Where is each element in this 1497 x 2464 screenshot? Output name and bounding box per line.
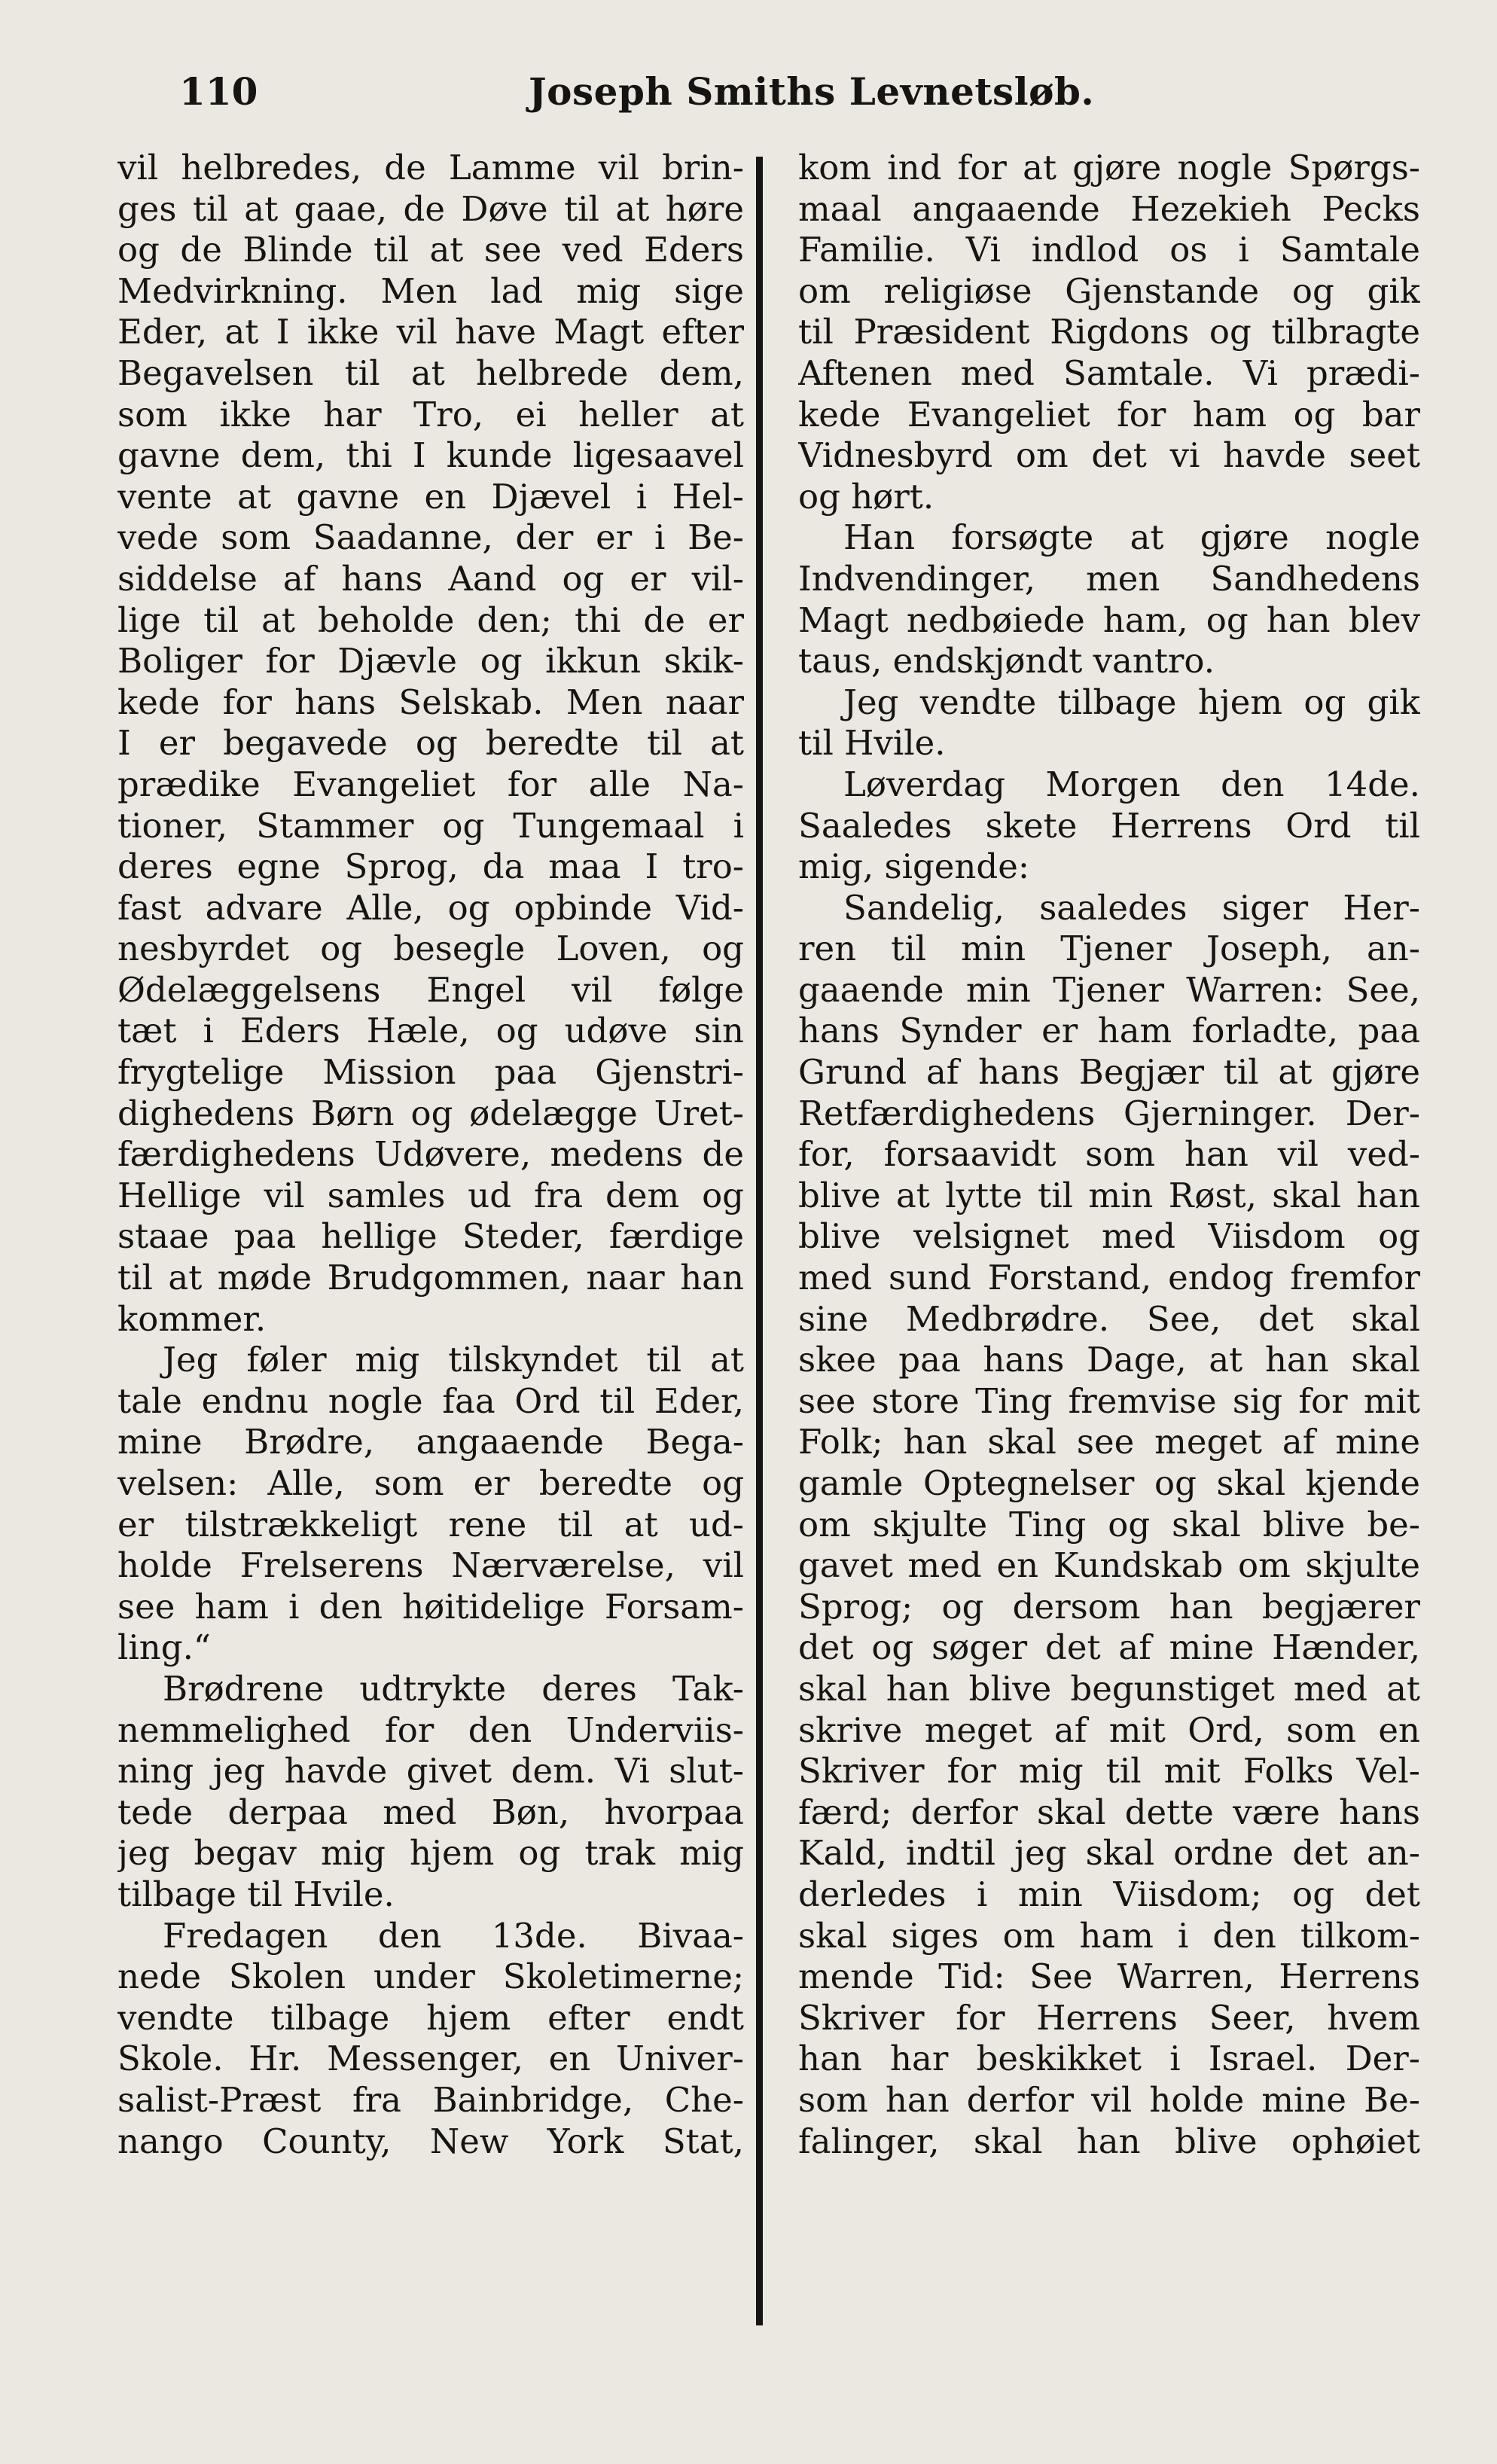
text-line: Han forsøgte at gjøre nogle bbox=[843, 517, 1420, 558]
text-line: og de Blinde til at see ved Eders bbox=[117, 230, 744, 270]
text-line: mende Tid: See Warren, Herrens bbox=[798, 1956, 1420, 1997]
text-line: Saaledes skete Herrens Ord til bbox=[798, 805, 1420, 846]
text-line: mig, sigende: bbox=[798, 846, 1029, 887]
text-line: Fredagen den 13de. Bivaa- bbox=[163, 1915, 744, 1956]
text-line: maal angaaende Hezekieh Pecks bbox=[798, 188, 1420, 229]
text-line: skrive meget af mit Ord, som en bbox=[798, 1709, 1420, 1750]
text-line: Retfærdighedens Gjerninger. Der- bbox=[798, 1093, 1420, 1133]
text-line: Skriver for mig til mit Folks Vel- bbox=[798, 1751, 1420, 1792]
text-line: skal siges om ham i den tilkom- bbox=[798, 1915, 1420, 1956]
text-line: sine Medbrødre. See, det skal bbox=[798, 1298, 1420, 1339]
text-line: Folk; han skal see meget af mine bbox=[798, 1422, 1420, 1462]
text-line: blive at lytte til min Røst, skal han bbox=[798, 1175, 1420, 1215]
text-line: skee paa hans Dage, at han skal bbox=[798, 1340, 1420, 1380]
text-line: færdighedens Udøvere, medens de bbox=[117, 1134, 744, 1175]
text-line: vente at gavne en Djævel i Hel- bbox=[117, 476, 744, 517]
text-line: Hellige vil samles ud fra dem og bbox=[117, 1175, 744, 1215]
text-line: som han derfor vil holde mine Be- bbox=[798, 2079, 1420, 2120]
text-line: og hørt. bbox=[798, 476, 934, 517]
text-line: Familie. Vi indlod os i Samtale bbox=[798, 230, 1420, 270]
text-line: Grund af hans Begjær til at gjøre bbox=[798, 1052, 1420, 1093]
text-line: til Hvile. bbox=[798, 723, 946, 764]
text-line: færd; derfor skal dette være hans bbox=[798, 1792, 1420, 1832]
text-line: siddelse af hans Aand og er vil- bbox=[117, 558, 744, 599]
text-line: prædike Evangeliet for alle Na- bbox=[117, 764, 744, 804]
text-line: Brødrene udtrykte deres Tak- bbox=[163, 1668, 744, 1709]
text-line: tilbage til Hvile. bbox=[117, 1874, 395, 1914]
text-line: hans Synder er ham forladte, paa bbox=[798, 1011, 1420, 1051]
text-line: Skole. Hr. Messenger, en Univer- bbox=[117, 2039, 744, 2079]
text-line: kede Evangeliet for ham og bar bbox=[798, 394, 1420, 435]
text-line: I er begavede og beredte til at bbox=[117, 723, 744, 764]
text-line: tæt i Eders Hæle, og udøve sin bbox=[117, 1011, 744, 1051]
text-line: Sprog; og dersom han begjærer bbox=[798, 1586, 1420, 1627]
text-line: nesbyrdet og besegle Loven, og bbox=[117, 929, 744, 969]
text-line: Skriver for Herrens Seer, hvem bbox=[798, 1997, 1420, 2038]
text-line: deres egne Sprog, da maa I tro- bbox=[117, 846, 744, 887]
text-line: vil helbredes, de Lamme vil brin- bbox=[117, 148, 744, 188]
text-line: ren til min Tjener Joseph, an- bbox=[798, 929, 1420, 969]
text-line: taus, endskjøndt vantro. bbox=[798, 641, 1215, 682]
text-line: fast advare Alle, og opbinde Vid- bbox=[117, 887, 744, 928]
text-line: vendte tilbage hjem efter endt bbox=[117, 1997, 744, 2038]
text-line: jeg begav mig hjem og trak mig bbox=[117, 1833, 744, 1874]
text-line: gaaende min Tjener Warren: See, bbox=[798, 969, 1420, 1010]
text-line: med sund Forstand, endog fremfor bbox=[798, 1258, 1420, 1298]
text-line: det og søger det af mine Hænder, bbox=[798, 1627, 1420, 1668]
text-line: for, forsaavidt som han vil ved- bbox=[798, 1134, 1420, 1175]
text-line: Medvirkning. Men lad mig sige bbox=[117, 270, 744, 311]
text-line: velsen: Alle, som er beredte og bbox=[117, 1463, 744, 1503]
text-line: om skjulte Ting og skal blive be- bbox=[798, 1504, 1420, 1545]
text-line: kommer. bbox=[117, 1298, 267, 1339]
text-line: Indvendinger, men Sandhedens bbox=[798, 558, 1420, 599]
text-line: gamle Optegnelser og skal kjende bbox=[798, 1463, 1420, 1503]
text-line: Aftenen med Samtale. Vi prædi- bbox=[798, 352, 1420, 393]
running-title: Joseph Smiths Levnetsløb. bbox=[529, 69, 1095, 114]
text-line: holde Frelserens Nærværelse, vil bbox=[117, 1545, 744, 1586]
text-line: som ikke har Tro, ei heller at bbox=[117, 394, 744, 435]
left-text-column bbox=[117, 148, 744, 2162]
text-line: om religiøse Gjenstande og gik bbox=[798, 270, 1420, 311]
text-line: er tilstrækkeligt rene til at ud- bbox=[117, 1504, 744, 1545]
text-line: Jeg føler mig tilskyndet til at bbox=[163, 1340, 744, 1380]
text-line: skal han blive begunstiget med at bbox=[798, 1668, 1420, 1709]
text-line: Ødelæggelsens Engel vil følge bbox=[117, 969, 744, 1010]
text-line: kom ind for at gjøre nogle Spørgs- bbox=[798, 148, 1420, 188]
text-line: Løverdag Morgen den 14de. bbox=[843, 764, 1420, 804]
text-line: ning jeg havde givet dem. Vi slut- bbox=[117, 1751, 744, 1792]
text-line: gavet med en Kundskab om skjulte bbox=[798, 1545, 1420, 1586]
text-line: Begavelsen til at helbrede dem, bbox=[117, 352, 744, 393]
text-line: Eder, at I ikke vil have Magt efter bbox=[117, 312, 744, 352]
text-line: nemmelighed for den Underviis- bbox=[117, 1709, 744, 1750]
text-line: Sandelig, saaledes siger Her- bbox=[843, 887, 1420, 928]
text-line: Magt nedbøiede ham, og han blev bbox=[798, 599, 1420, 640]
text-line: tale endnu nogle faa Ord til Eder, bbox=[117, 1380, 744, 1421]
text-line: falinger, skal han blive ophøiet bbox=[798, 2121, 1420, 2161]
text-line: vede som Saadanne, der er i Be- bbox=[117, 517, 744, 558]
column-divider bbox=[756, 157, 763, 2325]
text-line: Kald, indtil jeg skal ordne det an- bbox=[798, 1833, 1420, 1874]
text-line: see store Ting fremvise sig for mit bbox=[798, 1380, 1420, 1421]
text-line: gavne dem, thi I kunde ligesaavel bbox=[117, 435, 744, 476]
text-line: frygtelige Mission paa Gjenstri- bbox=[117, 1052, 744, 1093]
text-line: see ham i den høitidelige Forsam- bbox=[117, 1586, 744, 1627]
text-line: tioner, Stammer og Tungemaal i bbox=[117, 805, 744, 846]
text-line: til Præsident Rigdons og tilbragte bbox=[798, 312, 1420, 352]
text-line: lige til at beholde den; thi de er bbox=[117, 599, 744, 640]
page-number: 110 bbox=[179, 69, 258, 114]
text-line: tede derpaa med Bøn, hvorpaa bbox=[117, 1792, 744, 1832]
text-line: dighedens Børn og ødelægge Uret- bbox=[117, 1093, 744, 1133]
text-line: Boliger for Djævle og ikkun skik- bbox=[117, 641, 744, 682]
text-line: kede for hans Selskab. Men naar bbox=[117, 682, 744, 722]
text-line: nede Skolen under Skoletimerne; bbox=[117, 1956, 744, 1997]
text-line: Jeg vendte tilbage hjem og gik bbox=[843, 682, 1420, 722]
text-line: ges til at gaae, de Døve til at høre bbox=[117, 188, 744, 229]
text-line: mine Brødre, angaaende Bega- bbox=[117, 1422, 744, 1462]
text-line: Vidnesbyrd om det vi havde seet bbox=[798, 435, 1420, 476]
text-line: han har beskikket i Israel. Der- bbox=[798, 2039, 1420, 2079]
text-line: blive velsignet med Viisdom og bbox=[798, 1216, 1420, 1257]
text-line: til at møde Brudgommen, naar han bbox=[117, 1258, 744, 1298]
text-line: nango County, New York Stat, bbox=[117, 2121, 744, 2161]
right-text-column bbox=[798, 148, 1420, 2162]
text-line: derledes i min Viisdom; og det bbox=[798, 1874, 1420, 1914]
text-line: staae paa hellige Steder, færdige bbox=[117, 1216, 744, 1257]
text-line: ling.“ bbox=[117, 1627, 211, 1668]
page-header bbox=[0, 62, 1497, 122]
text-line: salist-Præst fra Bainbridge, Che- bbox=[117, 2079, 744, 2120]
